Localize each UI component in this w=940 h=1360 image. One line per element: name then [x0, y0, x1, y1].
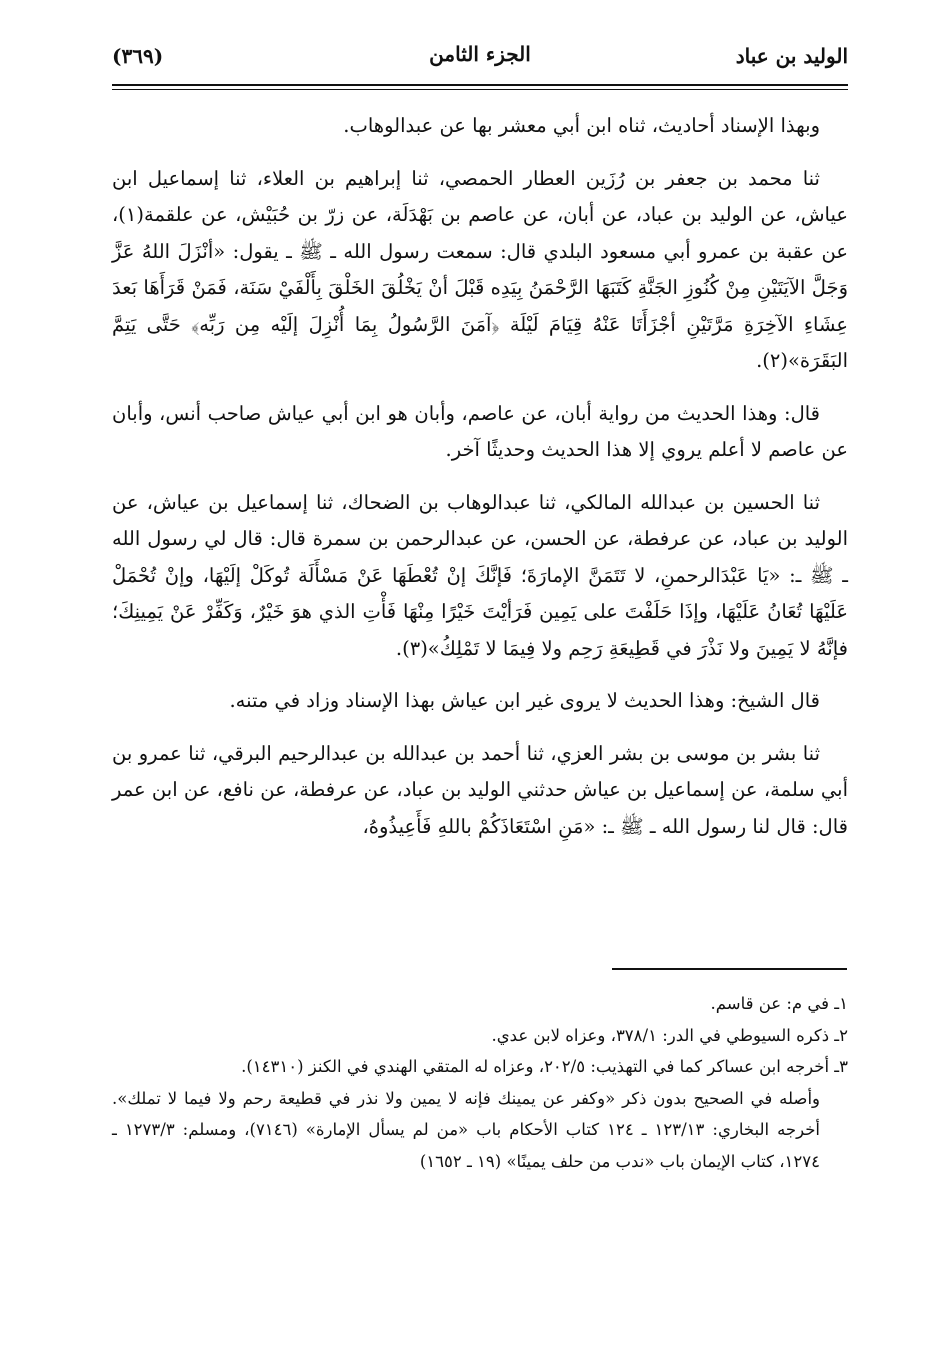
- paragraph: قال: وهذا الحديث من رواية أبان، عن عاصم، وأبان هو ابن أبي عياش صاحب أنس، وأبان عن عاصم لا أعلم يروي إلا هذا الحديث وحديثًا آخر.: [112, 401, 848, 461]
- main-text: [112, 108, 848, 861]
- paragraph: ثنا بشر بن موسى بن بشر العزي، ثنا أحمد بن عبدالله بن عبدالرحيم البرقي، ثنا عمرو بن أبي سلمة، عن إسماعيل بن عياش حدثني الوليد بن عباد، عن عرفطة، عن نافع، عن ابن عمر قال: قال لنا رسول الله ـ ﷺ ـ: «مَنِ اسْتَعَاذَكُمْ باللهِ فَأَعِيذُوهُ،: [112, 741, 848, 838]
- paragraph: ثنا الحسين بن عبدالله المالكي، ثنا عبدالوهاب بن الضحاك، ثنا إسماعيل بن عياش، عن الوليد بن عباد، عن عرفطة، عن الحسن، عن عبدالرحمن بن سمرة قال: قال لي رسول الله ـ ﷺ ـ: «يَا عَبْدَالرحمنِ، لا تَتَمَنَّ الإمارَةَ؛ فَإنَّكَ إنْ تُعْطَهَا عَنْ مَسْأَلَة تُوكَلْ إلَيْهَا، وإنْ تُحْمَلْ عَلَيْهَا تُعَانُ عَلَيْهَا، وإذَا حَلَفْتَ على يَمِين فَرَأيْتَ خَيْرًا مِنْهَا فَأْتِ الذي هوَ خَيْرٌ، وَكَفِّرْ عَنْ يَمِينِكَ؛ فإنَّهُ لا يَمِينَ ولا نَذْرَ في قَطِيعَةِ رَحِم ولا فِيمَا لا تَمْلِكُ»(٣).: [112, 490, 848, 660]
- footnote-1: ١ـ في م: عن قاسم.: [710, 994, 848, 1013]
- volume-title: الجزء الثامن: [429, 42, 531, 66]
- footnote-2: ٢ـ ذكره السيوطي في الدر: ٣٧٨/١، وعزاه لابن عدي.: [491, 1025, 848, 1045]
- footnotes: [112, 988, 848, 1177]
- paragraph: وبهذا الإسناد أحاديث، ثناه ابن أبي معشر بها عن عبدالوهاب.: [343, 114, 820, 137]
- header-rule: [112, 84, 848, 90]
- page-header: [112, 36, 848, 76]
- paragraph: ثنا محمد بن جعفر بن رُزَين العطار الحمصي، ثنا إبراهيم بن العلاء، ثنا إسماعيل ابن عياش، عن الوليد بن عباد، عن أبان، عن عاصم بن بَهْدَلَة، عن زرّ بن حُبَيْش، عن علقمة(١)، عن عقبة بن عمرو أبي مسعود البلدي قال: سمعت رسول الله ـ ﷺ ـ يقول: «أنْزَلَ اللهُ عَزَّ وَجَلَّ الآيَتَيْنِ مِنْ كُنُوزِ الجَنَّةِ كَتَبَهَا الرَّحْمَنُ بِيَدِه قَبْلَ أنْ يَخْلُقَ الخَلْقَ بِأَلْفَيْ سَنَة، فَمَنْ قَرَأَهَا بَعدَ عِشَاءِ الآخِرَةِ مَرَّتَيْنِ أجْزَأَتَا عَنْهُ قِيَامَ لَيْلَة ﴿آمَنَ الرَّسُولُ بِمَا أُنْزِلَ إلَيْه مِن رَبِّه﴾ حَتَّى يَتِمَّ البَقَرَة»(٢).: [112, 166, 848, 372]
- footnote-rule: [612, 968, 847, 970]
- running-title: الوليد بن عباد: [735, 44, 848, 68]
- footnote-3-continuation: وأصله في الصحيح بدون ذكر «وكفر عن يمينك فإنه لا يمين ولا نذر في قطيعة رحم ولا فيما لا تملك». أخرجه البخاري: ١٢٣/١٣ ـ ١٢٤ كتاب الأحكام باب «من لم يسأل الإمارة» (٧١٤٦)، ومسلم: ١٢٧٣/٣ ـ ١٢٧٤، كتاب الإيمان باب «ندب من حلف يمينًا» (١٩ ـ ١٦٥٢): [112, 1088, 821, 1171]
- page-number: (٣٦٩): [112, 44, 164, 68]
- footnote-3: ٣ـ أخرجه ابن عساكر كما في التهذيب: ٢٠٢/٥، وعزاه له المتقي الهندي في الكنز (١٤٣١٠).: [241, 1057, 848, 1076]
- paragraph: قال الشيخ: وهذا الحديث لا يروى غير ابن عياش بهذا الإسناد وزاد في متنه.: [229, 689, 820, 712]
